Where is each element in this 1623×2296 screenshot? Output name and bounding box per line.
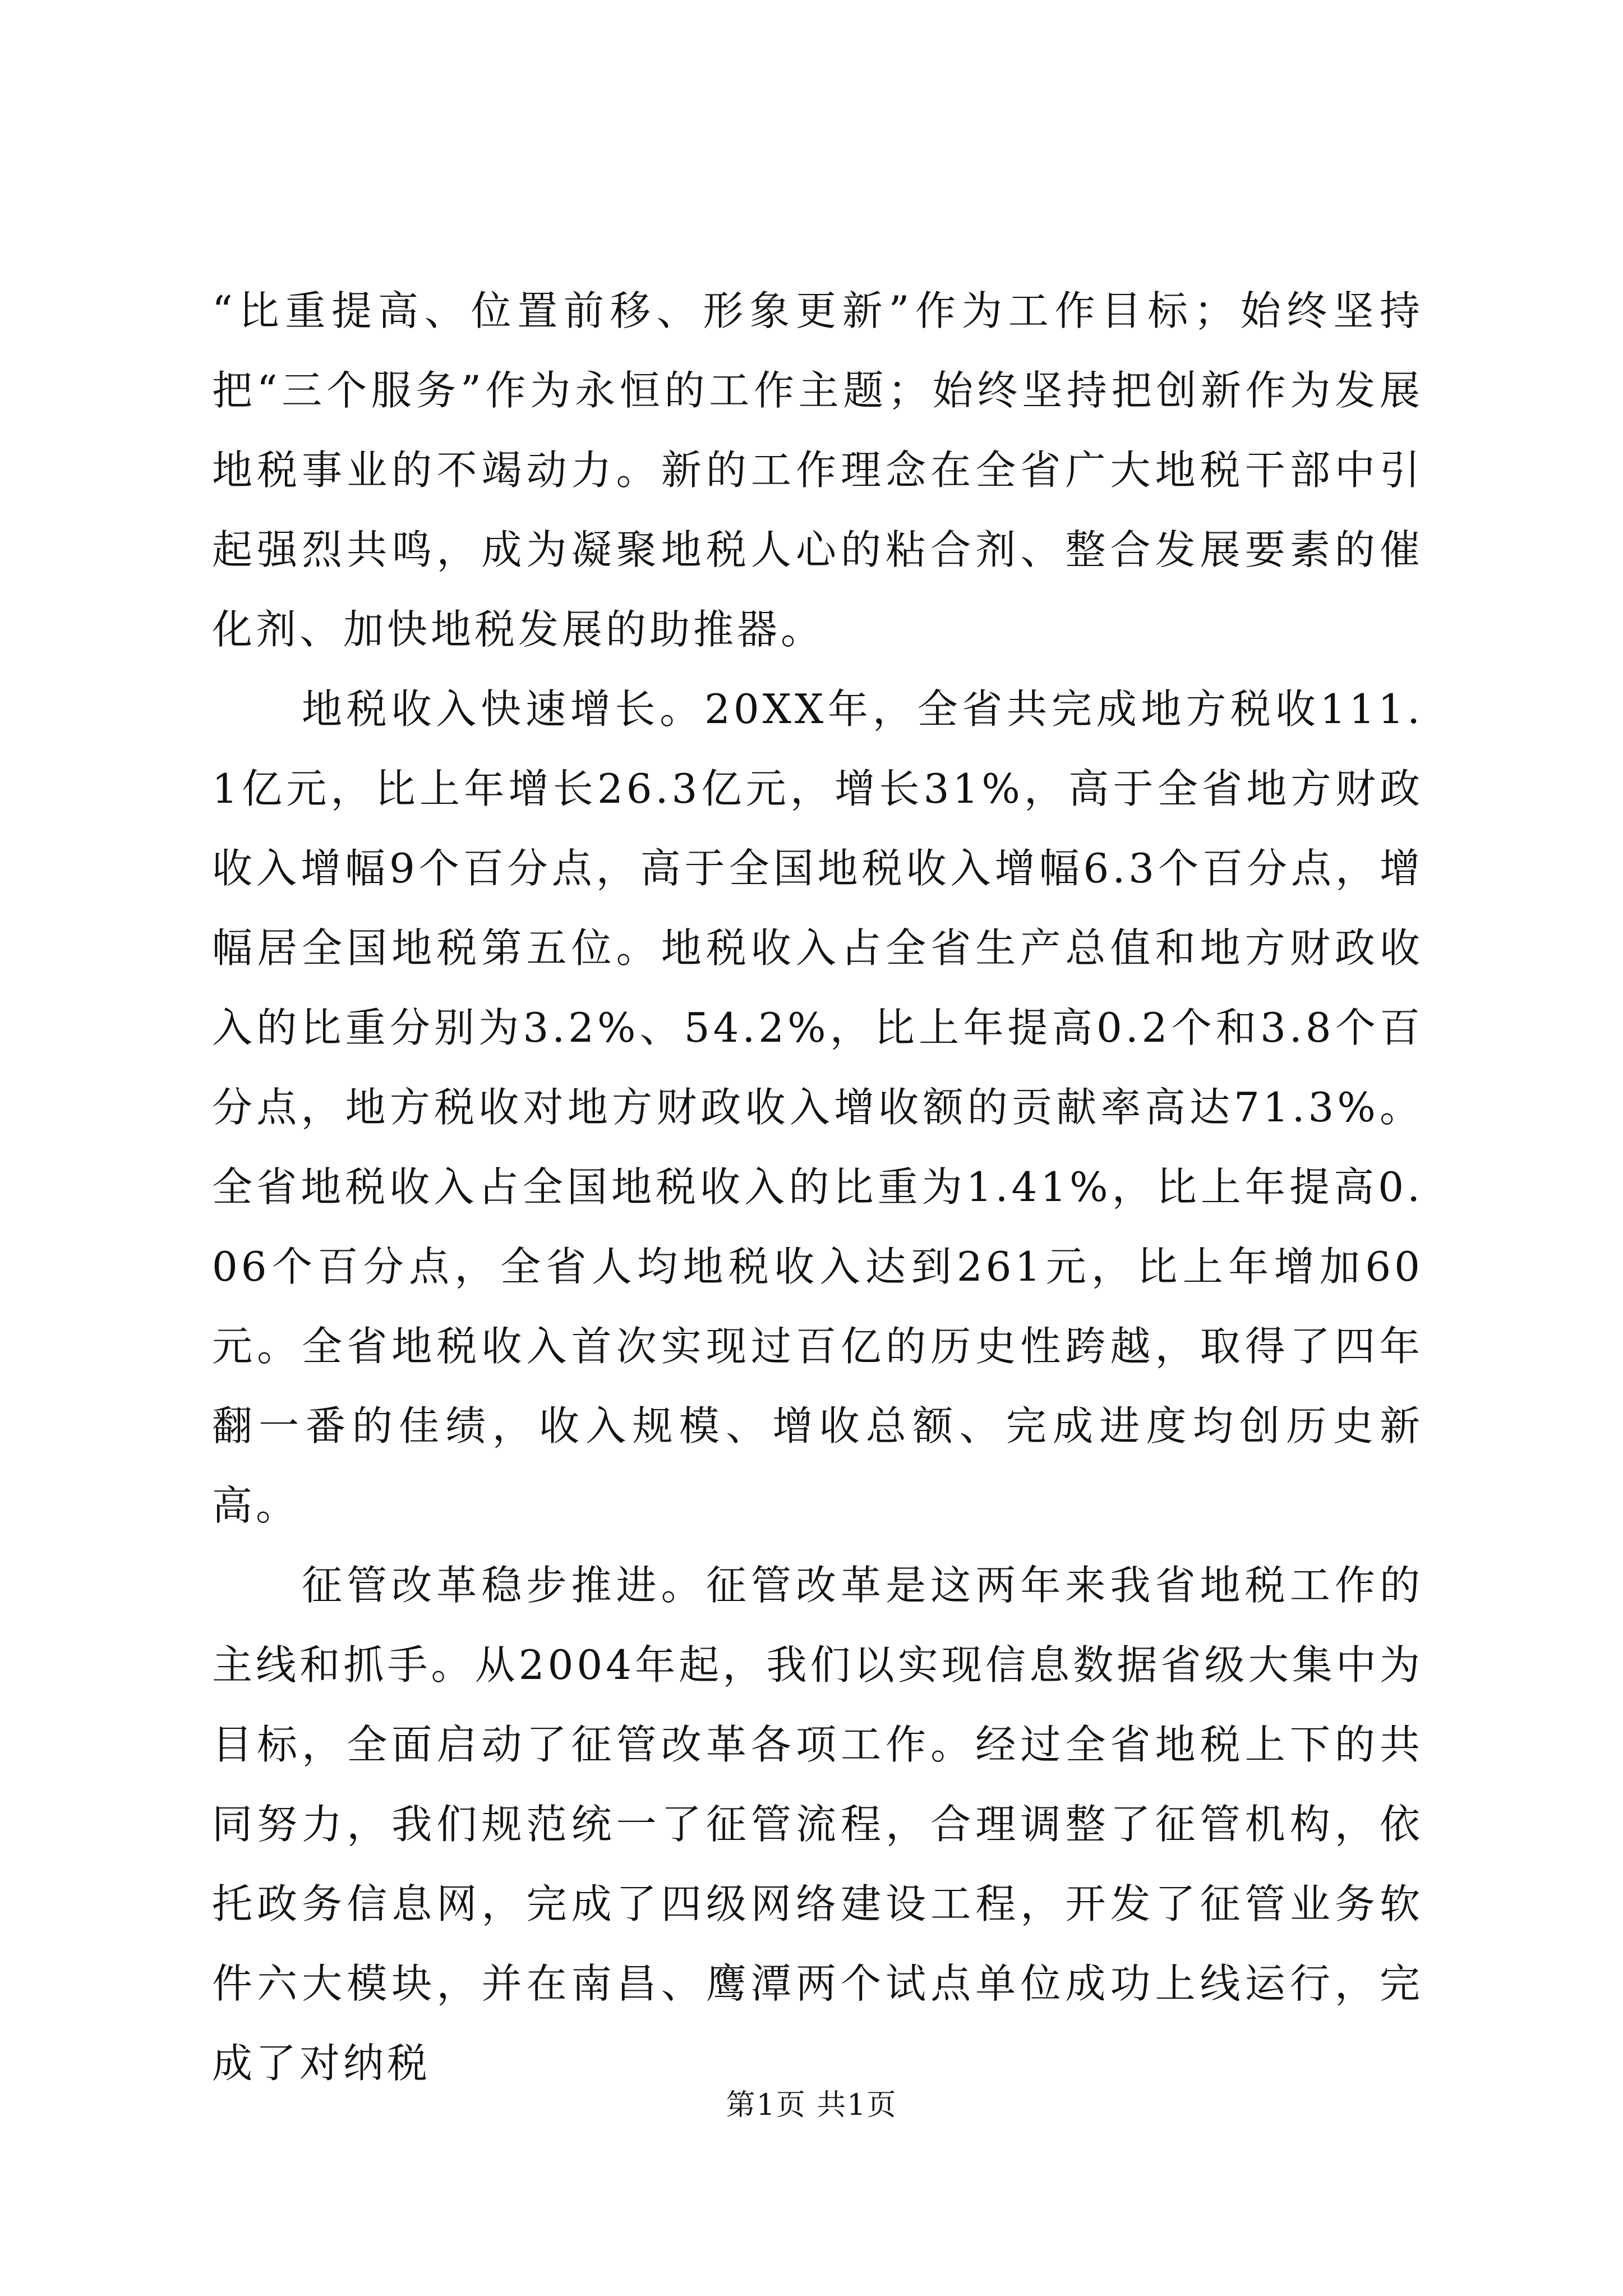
page-footer: 第1页 共1页 (726, 2088, 897, 2122)
paragraph-work-philosophy: “比重提高、位置前移、形象更新”作为工作目标；始终坚持把“三个服务”作为永恒的工作主题；始终坚持把创新作为发展地税事业的不竭动力。新的工作理念在全省广大地税干部中引起强烈共鸣，成为凝聚地税人心的粘合剂、整合发展要素的催化剂、加快地税发展的助推器。 (212, 287, 1423, 653)
document-body (212, 271, 1423, 2103)
paragraph-collection-reform: 征管改革稳步推进。征管改革是这两年来我省地税工作的主线和抓手。从2004年起，我们以实现信息数据省级大集中为目标，全面启动了征管改革各项工作。经过全省地税上下的共同努力，我们规范统一了征管流程，合理调整了征管机构，依托政务信息网，完成了四级网络建设工程，开发了征管业务软件六大模块，并在南昌、鹰潭两个试点单位成功上线运行，完成了对纳税 (212, 1562, 1423, 2087)
paragraph-tax-revenue-growth: 地税收入快速增长。20XX年，全省共完成地方税收111.1亿元，比上年增长26.3亿元，增长31%，高于全省地方财政收入增幅9个百分点，高于全国地税收入增幅6.3个百分点，增幅居全国地税第五位。地税收入占全省生产总值和地方财政收入的比重分别为3.2%、54.2%，比上年提高0.2个和3.8个百分点，地方税收对地方财政收入增收额的贡献率高达71.3%。全省地税收入占全国地税收入的比重为1.41%，比上年提高0.06个百分点，全省人均地税收入达到261元，比上年增加60元。全省地税收入首次实现过百亿的历史性跨越，取得了四年翻一番的佳绩，收入规模、增收总额、完成进度均创历史新高。 (212, 685, 1423, 1529)
